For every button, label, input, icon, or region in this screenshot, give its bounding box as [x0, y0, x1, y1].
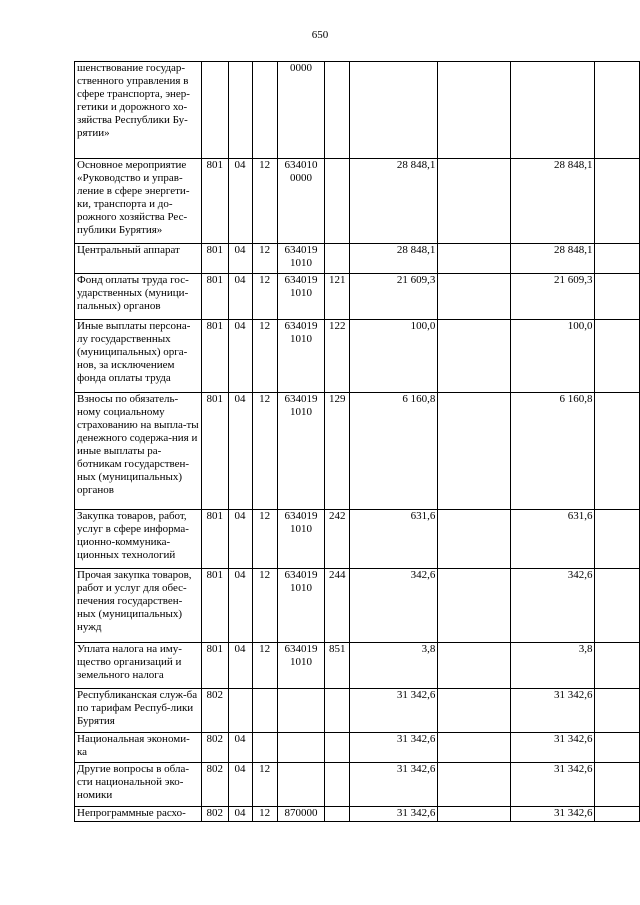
- cell-amount-4: [595, 643, 640, 689]
- cell-cs: [277, 733, 325, 763]
- table-row: [75, 733, 640, 763]
- cell-gr: 801: [202, 643, 228, 689]
- cell-name: Национальная экономи-ка: [75, 733, 202, 763]
- cell-gr: 801: [202, 510, 228, 569]
- cell-rz: [228, 689, 252, 733]
- cell-amount-3: 31 342,6: [510, 807, 595, 822]
- cell-pr: 12: [252, 244, 277, 274]
- cell-vr: 121: [325, 274, 350, 320]
- cell-rz: 04: [228, 393, 252, 510]
- cell-name: Закупка товаров, работ, услуг в сфере информа-ционно-коммуника-ционных технологий: [75, 510, 202, 569]
- cell-name: Другие вопросы в обла-сти национальной эко-номики: [75, 763, 202, 807]
- table-row: [75, 320, 640, 393]
- cell-amount-2: [438, 320, 510, 393]
- table-row: [75, 274, 640, 320]
- table-row: [75, 689, 640, 733]
- cell-amount-2: [438, 244, 510, 274]
- cell-amount-4: [595, 244, 640, 274]
- cell-rz: [228, 62, 252, 159]
- cell-rz: 04: [228, 159, 252, 244]
- cell-amount-2: [438, 569, 510, 643]
- cell-amount-4: [595, 320, 640, 393]
- cell-gr: 801: [202, 274, 228, 320]
- cell-amount-4: [595, 62, 640, 159]
- cell-gr: 801: [202, 159, 228, 244]
- cell-amount-4: [595, 763, 640, 807]
- cell-amount-1: 31 342,6: [350, 763, 438, 807]
- cell-vr: [325, 159, 350, 244]
- cell-amount-1: 631,6: [350, 510, 438, 569]
- cell-pr: 12: [252, 510, 277, 569]
- cell-vr: [325, 763, 350, 807]
- cell-amount-3: 6 160,8: [510, 393, 595, 510]
- cell-pr: 12: [252, 393, 277, 510]
- cell-amount-3: 342,6: [510, 569, 595, 643]
- cell-amount-3: 31 342,6: [510, 763, 595, 807]
- page-number: 650: [311, 29, 329, 41]
- cell-amount-3: 100,0: [510, 320, 595, 393]
- cell-amount-3: 28 848,1: [510, 159, 595, 244]
- cell-amount-3: 31 342,6: [510, 689, 595, 733]
- cell-rz: 04: [228, 763, 252, 807]
- cell-amount-2: [438, 159, 510, 244]
- cell-cs: 634019 1010: [277, 393, 325, 510]
- cell-rz: 04: [228, 569, 252, 643]
- cell-amount-1: 31 342,6: [350, 689, 438, 733]
- cell-amount-4: [595, 569, 640, 643]
- cell-rz: 04: [228, 643, 252, 689]
- cell-amount-2: [438, 807, 510, 822]
- cell-gr: 802: [202, 689, 228, 733]
- table-row: [75, 763, 640, 807]
- cell-cs: 634019 1010: [277, 569, 325, 643]
- cell-rz: 04: [228, 244, 252, 274]
- cell-gr: [202, 62, 228, 159]
- cell-name: шенствование государ-ственного управления в сфере транспорта, энер-гетики и дорожного хо-зяйства Республики Бу-рятии»: [75, 62, 202, 159]
- cell-vr: [325, 62, 350, 159]
- table-body: [75, 62, 640, 822]
- cell-gr: 802: [202, 763, 228, 807]
- cell-cs: [277, 689, 325, 733]
- cell-cs: 634019 1010: [277, 643, 325, 689]
- cell-rz: 04: [228, 320, 252, 393]
- cell-amount-1: 100,0: [350, 320, 438, 393]
- cell-amount-3: 631,6: [510, 510, 595, 569]
- cell-cs: 634019 1010: [277, 244, 325, 274]
- cell-amount-1: 21 609,3: [350, 274, 438, 320]
- cell-amount-4: [595, 510, 640, 569]
- cell-pr: 12: [252, 159, 277, 244]
- cell-name: Центральный аппарат: [75, 244, 202, 274]
- cell-cs: [277, 763, 325, 807]
- cell-amount-4: [595, 393, 640, 510]
- cell-vr: 851: [325, 643, 350, 689]
- cell-amount-4: [595, 689, 640, 733]
- cell-rz: 04: [228, 807, 252, 822]
- cell-cs: 634019 1010: [277, 320, 325, 393]
- cell-name: Основное мероприятие «Руководство и управ-ление в сфере энергети-ки, транспорта и до-рожного хозяйства Рес-публики Бурятия»: [75, 159, 202, 244]
- cell-amount-2: [438, 274, 510, 320]
- cell-amount-1: 31 342,6: [350, 807, 438, 822]
- cell-amount-2: [438, 763, 510, 807]
- cell-amount-3: 3,8: [510, 643, 595, 689]
- cell-amount-2: [438, 510, 510, 569]
- cell-name: Уплата налога на иму-щество организаций и земельного налога: [75, 643, 202, 689]
- cell-pr: [252, 62, 277, 159]
- cell-amount-1: 28 848,1: [350, 244, 438, 274]
- table-row: [75, 643, 640, 689]
- cell-gr: 801: [202, 569, 228, 643]
- cell-amount-4: [595, 807, 640, 822]
- table-row: [75, 807, 640, 822]
- table-row: [75, 510, 640, 569]
- cell-name: Взносы по обязатель-ному социальному страхованию на выпла-ты денежного содержа-ния и иные выплаты ра-ботникам государствен-ных (муниципальных) органов: [75, 393, 202, 510]
- cell-gr: 801: [202, 244, 228, 274]
- cell-cs: 634019 1010: [277, 510, 325, 569]
- cell-pr: 12: [252, 807, 277, 822]
- cell-name: Непрограммные расхо-: [75, 807, 202, 822]
- cell-amount-3: 31 342,6: [510, 733, 595, 763]
- cell-name: Прочая закупка товаров, работ и услуг для обес-печения государствен-ных (муниципальных) нужд: [75, 569, 202, 643]
- table-row: [75, 244, 640, 274]
- cell-vr: [325, 807, 350, 822]
- cell-pr: [252, 689, 277, 733]
- cell-amount-1: 6 160,8: [350, 393, 438, 510]
- cell-vr: 122: [325, 320, 350, 393]
- cell-vr: [325, 733, 350, 763]
- table-row: [75, 62, 640, 159]
- cell-gr: 802: [202, 733, 228, 763]
- cell-vr: 242: [325, 510, 350, 569]
- cell-name: Республиканская служ-ба по тарифам Респуб-лики Бурятия: [75, 689, 202, 733]
- cell-vr: [325, 244, 350, 274]
- cell-amount-3: [510, 62, 595, 159]
- cell-amount-3: 21 609,3: [510, 274, 595, 320]
- budget-table: [74, 61, 640, 822]
- cell-gr: 802: [202, 807, 228, 822]
- table-row: [75, 159, 640, 244]
- cell-amount-2: [438, 62, 510, 159]
- cell-gr: 801: [202, 320, 228, 393]
- cell-pr: 12: [252, 569, 277, 643]
- cell-cs: 634010 0000: [277, 159, 325, 244]
- cell-pr: 12: [252, 274, 277, 320]
- cell-amount-2: [438, 733, 510, 763]
- cell-pr: 12: [252, 320, 277, 393]
- cell-amount-2: [438, 643, 510, 689]
- cell-amount-4: [595, 159, 640, 244]
- cell-amount-1: 31 342,6: [350, 733, 438, 763]
- table-row: [75, 569, 640, 643]
- cell-gr: 801: [202, 393, 228, 510]
- cell-amount-2: [438, 393, 510, 510]
- cell-pr: 12: [252, 643, 277, 689]
- cell-amount-2: [438, 689, 510, 733]
- cell-name: Иные выплаты персона-лу государственных (муниципальных) орга-нов, за исключением фонда оплаты труда: [75, 320, 202, 393]
- table-row: [75, 393, 640, 510]
- cell-amount-1: 28 848,1: [350, 159, 438, 244]
- cell-vr: [325, 689, 350, 733]
- cell-cs: 634019 1010: [277, 274, 325, 320]
- cell-vr: 244: [325, 569, 350, 643]
- cell-pr: 12: [252, 763, 277, 807]
- cell-vr: 129: [325, 393, 350, 510]
- cell-rz: 04: [228, 510, 252, 569]
- cell-cs: 870000: [277, 807, 325, 822]
- cell-rz: 04: [228, 733, 252, 763]
- cell-amount-3: 28 848,1: [510, 244, 595, 274]
- cell-amount-1: 342,6: [350, 569, 438, 643]
- cell-amount-1: 3,8: [350, 643, 438, 689]
- cell-cs: 0000: [277, 62, 325, 159]
- cell-pr: [252, 733, 277, 763]
- cell-rz: 04: [228, 274, 252, 320]
- cell-amount-4: [595, 274, 640, 320]
- cell-amount-1: [350, 62, 438, 159]
- cell-amount-4: [595, 733, 640, 763]
- cell-name: Фонд оплаты труда гос-ударственных (муници-пальных) органов: [75, 274, 202, 320]
